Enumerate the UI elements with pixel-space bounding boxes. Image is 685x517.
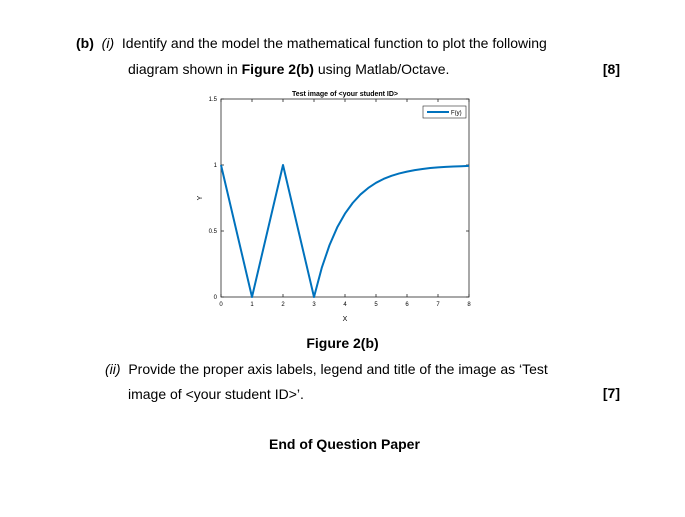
question-b-text-post: using Matlab/Octave. <box>313 61 450 77</box>
end-of-paper: End of Question Paper <box>269 436 420 452</box>
question-ii-line1 <box>105 361 548 377</box>
question-b-label: (b) <box>76 35 94 51</box>
y-axis-label: Y <box>197 195 204 201</box>
x-tick-label: 1 <box>250 302 254 308</box>
question-b-text-pre: diagram shown in <box>128 61 242 77</box>
x-tick-label: 6 <box>405 302 409 308</box>
question-b-line2 <box>128 61 449 77</box>
figure-caption: Figure 2(b) <box>306 335 379 351</box>
question-ii-text-line2: image of <your student ID>’. <box>128 386 304 402</box>
y-tick-label: 1 <box>213 163 217 169</box>
question-ii-marks: [7] <box>602 385 620 401</box>
x-tick-label: 8 <box>467 302 471 308</box>
question-b-marks: [8] <box>602 61 620 77</box>
x-axis-label: X <box>342 316 348 323</box>
question-b-line1 <box>76 35 547 51</box>
legend-label: F(y) <box>451 110 462 117</box>
x-tick-label: 3 <box>312 302 316 308</box>
figure-2b-chart <box>190 86 490 332</box>
x-tick-label: 0 <box>219 302 223 308</box>
x-tick-label: 4 <box>343 302 347 308</box>
x-tick-label: 2 <box>281 302 285 308</box>
x-tick-label: 5 <box>374 302 378 308</box>
question-ii-text-line1: Provide the proper axis labels, legend and title of the image as ‘Test <box>128 361 548 377</box>
question-ii-line2 <box>128 386 304 402</box>
legend <box>423 106 466 118</box>
question-b-figure-ref: Figure 2(b) <box>241 61 314 77</box>
chart-title: Test image of <your student ID> <box>291 91 399 98</box>
subquestion-ii-label: (ii) <box>105 361 121 377</box>
question-b-text-line1: Identify and the model the mathematical function to plot the following <box>121 35 547 51</box>
y-tick-label: 0 <box>213 295 217 301</box>
y-tick-label: 0.5 <box>208 229 217 235</box>
y-tick-label: 1.5 <box>208 97 217 103</box>
x-tick-label: 7 <box>436 302 440 308</box>
subquestion-i-label: (i) <box>101 35 115 51</box>
